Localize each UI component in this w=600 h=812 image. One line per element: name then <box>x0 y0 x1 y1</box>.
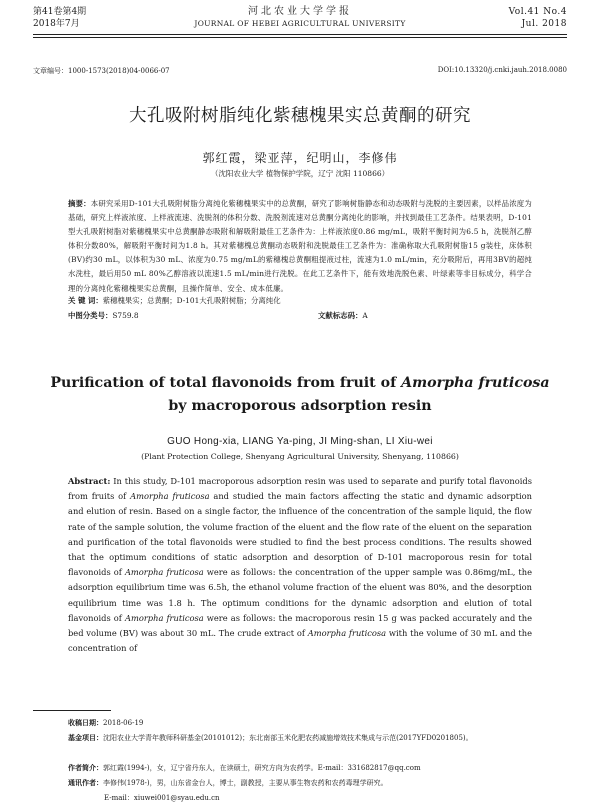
corresponding-text: 李修伟(1978-)，男，山东省金台人，博士，副教授，主要从事生物农药和农药毒理学研究。 <box>103 779 388 787</box>
affiliation-en: (Plant Protection College, Shenyang Agricultural University, Shenyang, 110866) <box>141 452 459 461</box>
footnote-received <box>68 716 568 730</box>
species-name: Amorpha fruticosa <box>130 491 210 502</box>
abstract-en <box>68 474 532 656</box>
keywords-label: 关 键 词： <box>68 296 103 305</box>
author-text: 郭红霞(1994-)，女，辽宁省丹东人，在读硕士，研究方向为农药学。E-mail：331682817@qq.com <box>103 764 421 772</box>
author-label: 作者简介： <box>68 763 103 772</box>
abstract-en-part5: with the volume of 30 mL and the concentration of <box>68 628 532 654</box>
doc-code <box>318 310 368 321</box>
footnote-rule <box>33 710 111 711</box>
volume-en: Vol.41 No.4 <box>508 7 567 17</box>
header-rule <box>33 34 567 35</box>
fund-text: 沈阳农业大学青年教师科研基金(20101012)；东北南部玉米化肥农药减施增效技术集成与示范(2017YFD0201805)。 <box>103 734 473 742</box>
abstract-cn <box>68 197 532 296</box>
title-en <box>0 372 600 418</box>
keywords-text: 紫穗槐果实；总黄酮；D-101大孔吸附树脂；分离纯化 <box>102 296 281 305</box>
keywords-cn <box>68 295 532 306</box>
abstract-en-part4: were as follows: the macroporous resin 15 g was packed accurately and the bed volume (BV) was about 30 mL. The crude extract of <box>68 612 533 639</box>
abstract-en-part1: In this study, D-101 macroporous adsorption resin was used to separate and purify total flavonoids from fruits of <box>68 476 532 502</box>
header-rule-thin <box>33 37 567 38</box>
abstract-en-part2: and studied the main factors affecting the static and dynamic adsorption and elution of resin. Based on a single factor, the influence of the concentration of the sample liquid, the flow rate of the sample solution, the volume fraction of the eluent and the flow rate of the eluent on the separation and purification of the total flavonoids were studied to find the best process conditions. The results showed that the optimum conditions of static adsorption and desorption of D-101 macroporous resin for total flavonoids of <box>68 491 532 578</box>
species-name: Amorpha fruticosa <box>307 628 387 639</box>
volume-cn: 第41卷第4期 <box>33 7 87 17</box>
header-center <box>150 6 450 30</box>
corresponding-email: E-mail：xiuwei001@syau.edu.cn <box>104 794 220 802</box>
title-en-line1 <box>0 372 600 395</box>
corresponding-label: 通讯作者： <box>68 778 103 787</box>
article-number: 文章编号：1000-1573(2018)04-0066-07 <box>33 67 170 75</box>
affiliation-cn: （沈阳农业大学 植物保护学院，辽宁 沈阳 110866） <box>210 169 390 178</box>
abstract-en-label: Abstract: <box>68 476 111 486</box>
authors-cn: 郭红霞，梁亚萍，纪明山，李修伟 <box>202 151 398 165</box>
abstract-cn-label: 摘要： <box>68 199 91 208</box>
title-en-line2: by macroporous adsorption resin <box>168 398 432 414</box>
title-en-line1-text: Purification of total flavonoids from fruit of <box>50 375 402 391</box>
date-cn: 2018年7月 <box>33 19 80 29</box>
footnote-corresponding <box>68 776 568 790</box>
footnote-fund <box>68 731 568 745</box>
fund-label: 基金项目： <box>68 733 103 742</box>
authors-en: GUO Hong-xia, LIANG Ya-ping, JI Ming-shan, LI Xiu-wei <box>167 436 433 447</box>
doi: DOI:10.13320/j.cnki.jauh.2018.0080 <box>437 66 567 74</box>
species-name: Amorpha fruticosa <box>124 612 204 623</box>
doc-code-value: A <box>362 311 368 320</box>
footnote-author <box>68 761 568 775</box>
journal-name-en: JOURNAL OF HEBEI AGRICULTURAL UNIVERSITY <box>194 19 406 28</box>
title-cn: 大孔吸附树脂纯化紫穗槐果实总黄酮的研究 <box>129 106 471 126</box>
received-date: 2018-06-19 <box>103 719 144 727</box>
abstract-en-part3: were as follows: the concentration of the upper sample was 0.86mg/mL, the adsorption equilibrium time was 6.5h, the ethanol volume fraction of the eluent was 80%, and the desorption equilibrium time was 1.8 h. The optimum conditions for the dynamic adsorption and elution of total flavonoids of <box>68 567 532 623</box>
header-left <box>33 6 86 30</box>
journal-name-cn: 河北农业大学学报 <box>248 6 352 17</box>
clc-value: S759.8 <box>112 311 139 320</box>
clc-label: 中图分类号： <box>68 311 113 320</box>
title-en-species: Amorpha fruticosa <box>401 375 550 391</box>
abstract-cn-text: 本研究采用D-101大孔吸附树脂分离纯化紫穗槐果实中的总黄酮，研究了影响树脂静态和动态吸附与洗脱的主要因素，以样品浓度为基础，研究上样液浓度、上样液流速、洗脱剂的体积分数、洗脱剂流速对总黄酮分离纯化的影响，并找到最佳工艺条件。结果表明，D-101型大孔吸附树脂对紫穗槐果实中总黄酮静态吸附和解吸附最佳工艺条件为：上样液浓度0.86 mg/mL，吸附平衡时间为6.5 h，洗脱剂乙醇体积分数80%，解吸附平衡时间为1.8 h。其对紫穗槐总黄酮动态吸附和洗脱最佳工艺条件为：准确称取大孔吸附树脂15 g装柱，床体积(BV)约30 mL，以体积为30 mL、浓度为0.75 mg/mL的紫穗槐总黄酮粗提液过柱，流速为1.0 mL/min，充分吸附后，再用3BV的超纯水洗柱，最后用50 mL 80%乙醇溶液以流速1.5 mL/min进行洗脱。在此工艺条件下，能有效地洗脱色素、叶绿素等非目标成分，科学合理的分离纯化紫穗槐果实总黄酮，且操作简单、安全、成本低廉。 <box>68 199 532 293</box>
date-en: Jul. 2018 <box>521 19 567 29</box>
doc-code-label: 文献标志码： <box>318 311 363 320</box>
received-label: 收稿日期： <box>68 718 103 727</box>
header-right <box>509 6 567 30</box>
classification <box>68 310 532 321</box>
species-name: Amorpha fruticosa <box>124 567 204 578</box>
